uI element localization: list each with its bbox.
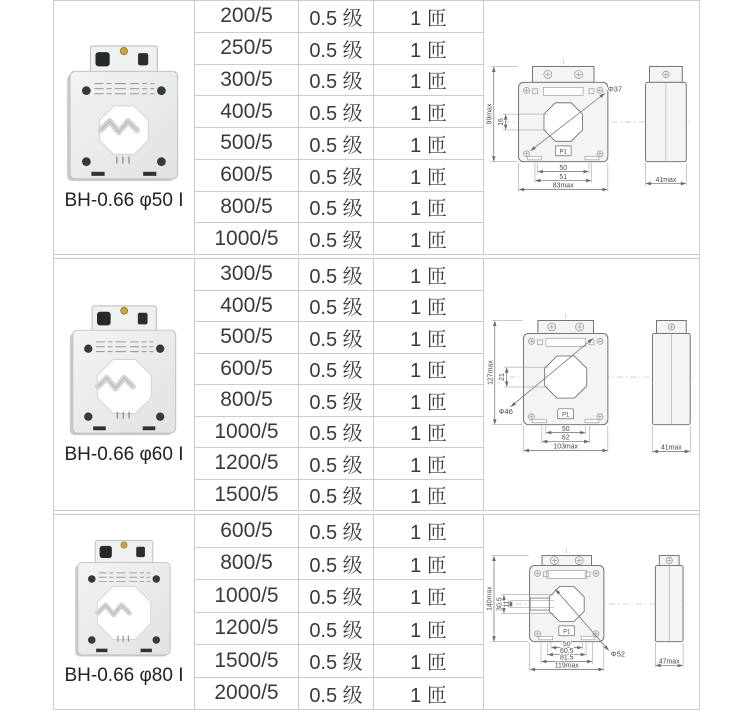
spec-row [195, 223, 484, 254]
ratio-cell: 1000/5 [195, 223, 299, 254]
ratio-cell: 800/5 [195, 192, 299, 223]
turns-cell: 1 匝 [374, 223, 484, 254]
product-photo-svg [70, 538, 178, 660]
accuracy-cell: 0.5 级 [299, 96, 374, 127]
accuracy-cell: 0.5 级 [299, 33, 374, 64]
ratio-cell: 300/5 [195, 259, 299, 290]
ratio-cell: 1200/5 [195, 613, 299, 645]
turns-cell: 1 匝 [374, 96, 484, 127]
spec-row [195, 417, 484, 449]
ratio-cell: 800/5 [195, 385, 299, 416]
ratio-cell: 600/5 [195, 354, 299, 385]
product-model-label: BH-0.66 φ60 I [64, 444, 184, 465]
spec-row [195, 65, 484, 97]
accuracy-cell: 0.5 级 [299, 1, 374, 32]
spec-row [195, 1, 484, 33]
accuracy-cell: 0.5 级 [299, 580, 374, 612]
product-photo [61, 43, 187, 185]
turns-cell: 1 匝 [374, 417, 484, 448]
spec-row [195, 645, 484, 678]
accuracy-cell: 0.5 级 [299, 192, 374, 223]
dimension-drawing-svg [484, 515, 699, 709]
turns-cell: 1 匝 [374, 33, 484, 64]
turns-cell: 1 匝 [374, 678, 484, 710]
spec-table-phi80 [195, 515, 484, 709]
ratio-cell: 800/5 [195, 548, 299, 580]
svg-text:127max: 127max [487, 360, 495, 385]
turns-cell: 1 匝 [374, 645, 484, 677]
svg-text:Φ52: Φ52 [610, 649, 625, 659]
accuracy-cell: 0.5 级 [299, 354, 374, 385]
spec-row [195, 354, 484, 386]
spec-row [195, 33, 484, 65]
product-cell-phi60 [54, 259, 195, 510]
svg-text:P1: P1 [562, 412, 570, 419]
spec-row [195, 678, 484, 710]
product-cell-phi50 [54, 1, 195, 254]
spec-row [195, 613, 484, 646]
product-photo-svg [61, 43, 187, 185]
ratio-cell: 500/5 [195, 128, 299, 159]
ratio-cell: 1000/5 [195, 580, 299, 612]
accuracy-cell: 0.5 级 [299, 223, 374, 254]
svg-text:P1: P1 [563, 629, 571, 636]
spec-row [195, 192, 484, 224]
accuracy-cell: 0.5 级 [299, 548, 374, 580]
accuracy-cell: 0.5 级 [299, 417, 374, 448]
svg-text:30.5: 30.5 [496, 597, 504, 611]
spec-row [195, 515, 484, 548]
turns-cell: 1 匝 [374, 613, 484, 645]
accuracy-cell: 0.5 级 [299, 385, 374, 416]
svg-text:50: 50 [562, 640, 571, 648]
product-photo-svg [64, 303, 184, 439]
ratio-cell: 400/5 [195, 96, 299, 127]
spec-table-phi60 [195, 259, 484, 510]
turns-cell: 1 匝 [374, 192, 484, 223]
dimension-drawing-cell [484, 259, 699, 510]
spec-row [195, 128, 484, 160]
accuracy-cell: 0.5 级 [299, 678, 374, 710]
accuracy-cell: 0.5 级 [299, 259, 374, 290]
accuracy-cell: 0.5 级 [299, 128, 374, 159]
turns-cell: 1 匝 [374, 480, 484, 511]
ratio-cell: 500/5 [195, 322, 299, 353]
turns-cell: 1 匝 [374, 580, 484, 612]
ratio-cell: 400/5 [195, 291, 299, 322]
spec-row [195, 259, 484, 291]
svg-text:50: 50 [559, 164, 568, 172]
spec-row [195, 322, 484, 354]
product-photo [64, 303, 184, 439]
turns-cell: 1 匝 [374, 1, 484, 32]
ratio-cell: 600/5 [195, 515, 299, 547]
product-photo [70, 538, 178, 660]
spec-row [195, 291, 484, 323]
spec-row [195, 548, 484, 581]
accuracy-cell: 0.5 级 [299, 515, 374, 547]
section-bh066-phi80 [54, 514, 699, 710]
product-model-label: BH-0.66 φ80 I [64, 664, 184, 686]
turns-cell: 1 匝 [374, 128, 484, 159]
spec-table-phi50 [195, 1, 484, 254]
svg-text:99max: 99max [486, 103, 494, 125]
product-cell-phi80 [54, 515, 195, 709]
section-bh066-phi60 [54, 258, 699, 511]
svg-text:62: 62 [561, 434, 570, 442]
dimension-drawing-cell [484, 515, 699, 709]
svg-text:16: 16 [498, 118, 506, 126]
turns-cell: 1 匝 [374, 354, 484, 385]
svg-text:P1: P1 [559, 149, 567, 156]
turns-cell: 1 匝 [374, 548, 484, 580]
dimension-drawing-cell [484, 1, 699, 254]
turns-cell: 1 匝 [374, 291, 484, 322]
turns-cell: 1 匝 [374, 448, 484, 479]
ratio-cell: 600/5 [195, 160, 299, 191]
section-bh066-phi50 [54, 0, 699, 255]
ratio-cell: 1200/5 [195, 448, 299, 479]
accuracy-cell: 0.5 级 [299, 448, 374, 479]
dimension-drawing-svg [484, 259, 699, 510]
spec-row [195, 480, 484, 511]
ratio-cell: 250/5 [195, 33, 299, 64]
accuracy-cell: 0.5 级 [299, 160, 374, 191]
spec-row [195, 385, 484, 417]
product-model-label: BH-0.66 φ50 I [64, 190, 184, 211]
accuracy-cell: 0.5 级 [299, 322, 374, 353]
turns-cell: 1 匝 [374, 259, 484, 290]
ratio-cell: 200/5 [195, 1, 299, 32]
ratio-cell: 1000/5 [195, 417, 299, 448]
spec-row [195, 580, 484, 613]
svg-text:83max: 83max [552, 182, 574, 190]
svg-text:41max: 41max [655, 176, 677, 184]
svg-text:47max: 47max [658, 658, 680, 666]
accuracy-cell: 0.5 级 [299, 480, 374, 511]
spec-sheet [53, 0, 700, 710]
accuracy-cell: 0.5 级 [299, 613, 374, 645]
svg-text:51: 51 [559, 173, 568, 181]
spec-row [195, 96, 484, 128]
svg-text:81.5: 81.5 [560, 654, 574, 662]
svg-text:50: 50 [561, 425, 570, 433]
ratio-cell: 300/5 [195, 65, 299, 96]
svg-text:21: 21 [499, 373, 507, 381]
svg-text:140max: 140max [486, 586, 494, 611]
accuracy-cell: 0.5 级 [299, 291, 374, 322]
ratio-cell: 2000/5 [195, 678, 299, 710]
dimension-drawing-svg [484, 1, 699, 254]
svg-text:41max: 41max [660, 444, 682, 452]
spec-row [195, 160, 484, 192]
turns-cell: 1 匝 [374, 65, 484, 96]
svg-text:119max: 119max [554, 662, 579, 670]
svg-text:103max: 103max [553, 443, 579, 451]
turns-cell: 1 匝 [374, 322, 484, 353]
ratio-cell: 1500/5 [195, 645, 299, 677]
ratio-cell: 1500/5 [195, 480, 299, 511]
spec-row [195, 448, 484, 480]
svg-text:Φ37: Φ37 [607, 84, 623, 94]
turns-cell: 1 匝 [374, 385, 484, 416]
turns-cell: 1 匝 [374, 515, 484, 547]
accuracy-cell: 0.5 级 [299, 645, 374, 677]
svg-text:60.5: 60.5 [560, 647, 574, 655]
svg-text:Φ46: Φ46 [498, 406, 513, 416]
svg-text:11: 11 [503, 600, 511, 608]
accuracy-cell: 0.5 级 [299, 65, 374, 96]
turns-cell: 1 匝 [374, 160, 484, 191]
